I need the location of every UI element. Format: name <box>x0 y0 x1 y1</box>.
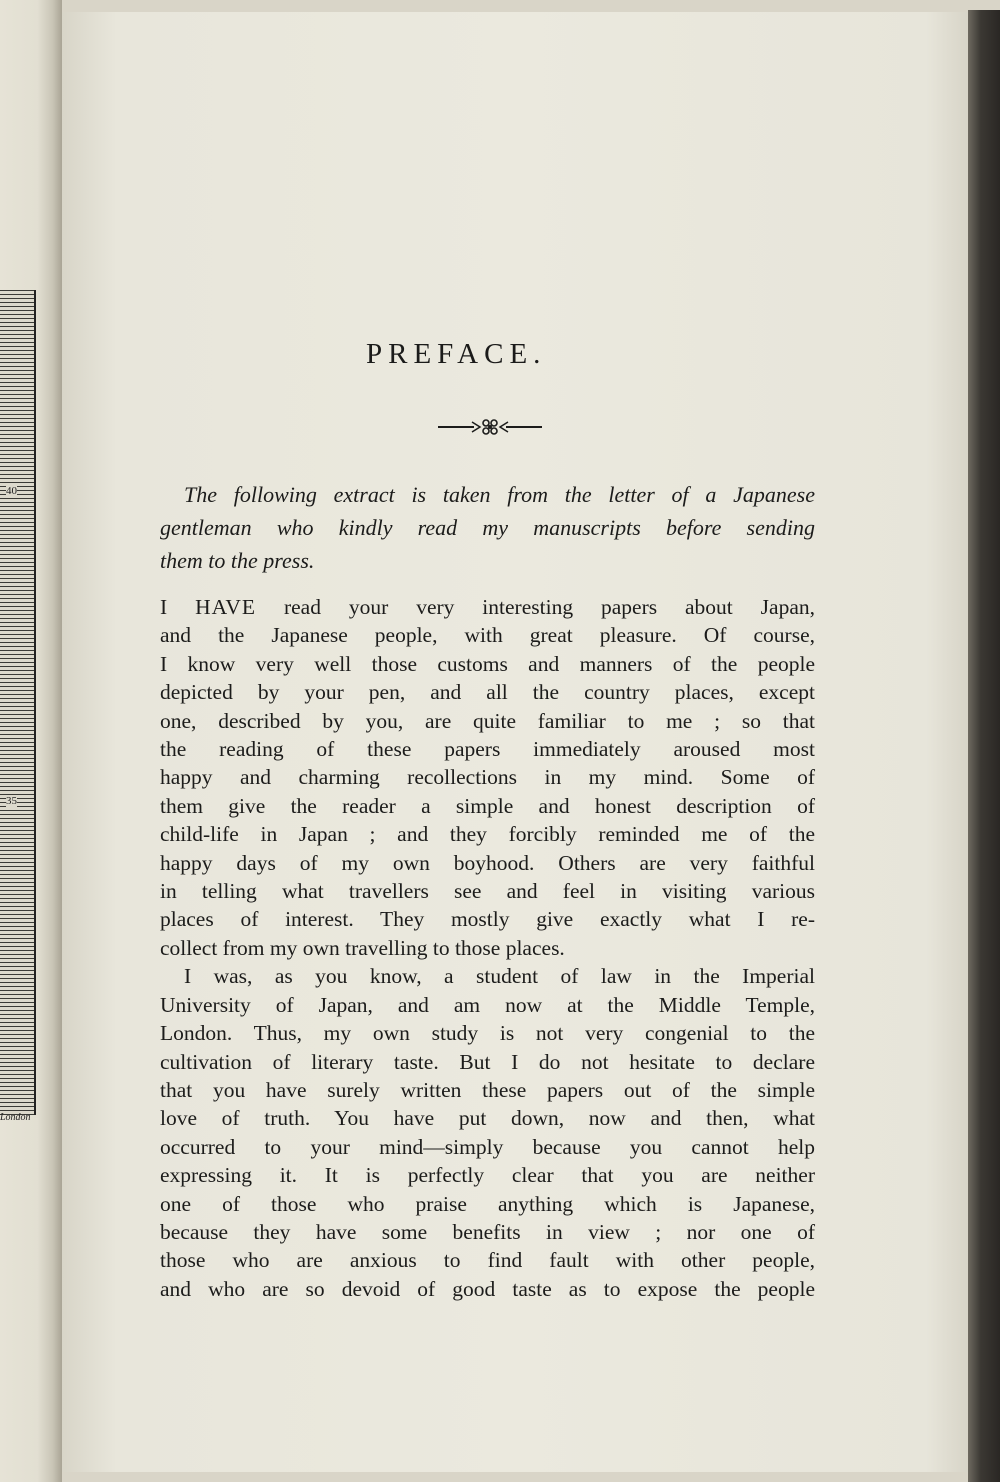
text-line: and who are so devoid of good taste as to expose the people <box>160 1276 815 1301</box>
small-caps-word: HAVE <box>195 595 257 619</box>
map-latitude-label: 40 <box>6 485 17 497</box>
text-line <box>160 593 815 621</box>
book-cover-edge <box>968 10 1000 1482</box>
text-line: depicted by your pen, and all the country places, except <box>160 680 815 705</box>
text-line: love of truth. You have put down, now and then, what <box>160 1106 815 1131</box>
text-line: places of interest. They mostly give exactly what I re- <box>160 907 815 932</box>
text-line: that you have surely written these papers out of the simple <box>160 1077 815 1102</box>
text-line: one, described by you, are quite familiar to me ; so that <box>160 708 815 733</box>
intro-line: them to the press. <box>160 548 315 573</box>
intro-note <box>160 478 815 577</box>
text-line: child-life in Japan ; and they forcibly reminded me of the <box>160 822 815 847</box>
text-line: happy and charming recollections in my mind. Some of <box>160 765 815 790</box>
text-line: and the Japanese people, with great pleasure. Of course, <box>160 623 815 648</box>
text-line: I was, as you know, a student of law in the Imperial <box>184 964 815 989</box>
text-line: one of those who praise anything which is Japanese, <box>160 1191 815 1216</box>
text-line: them give the reader a simple and honest description of <box>160 793 815 818</box>
text-line: I know very well those customs and manners of the people <box>160 651 815 676</box>
text-line: happy days of my own boyhood. Others are very faithful <box>160 850 815 875</box>
map-signature: London <box>0 1112 31 1123</box>
map-engraving <box>0 290 36 1115</box>
text-line: occurred to your mind—simply because you cannot help <box>160 1134 815 1159</box>
map-latitude-label: 35 <box>6 795 17 807</box>
intro-line: The following extract is taken from the letter of a Japanese <box>184 482 815 507</box>
text-line: expressing it. It is perfectly clear that you are neither <box>160 1163 815 1188</box>
letter-text <box>160 593 815 1303</box>
ornament-divider-icon <box>436 416 544 438</box>
first-word: I <box>160 595 168 619</box>
facing-page <box>0 0 62 1482</box>
page-title: PREFACE. <box>366 338 547 370</box>
intro-line: gentleman who kindly read my manuscripts before sending <box>160 515 815 540</box>
text-line: London. Thus, my own study is not very congenial to the <box>160 1021 815 1046</box>
text-line: in telling what travellers see and feel in visiting various <box>160 879 815 904</box>
text-line: the reading of these papers immediately aroused most <box>160 737 815 762</box>
text-line: those who are anxious to find fault with other people, <box>160 1248 815 1273</box>
text-line: cultivation of literary taste. But I do not hesitate to declare <box>160 1049 815 1074</box>
text-line: because they have some benefits in view ; nor one of <box>160 1219 815 1244</box>
text-line: collect from my own travelling to those places. <box>160 935 565 960</box>
text-line: University of Japan, and am now at the Middle Temple, <box>160 992 815 1017</box>
first-line-rest: read your very interesting papers about Japan, <box>283 595 816 619</box>
